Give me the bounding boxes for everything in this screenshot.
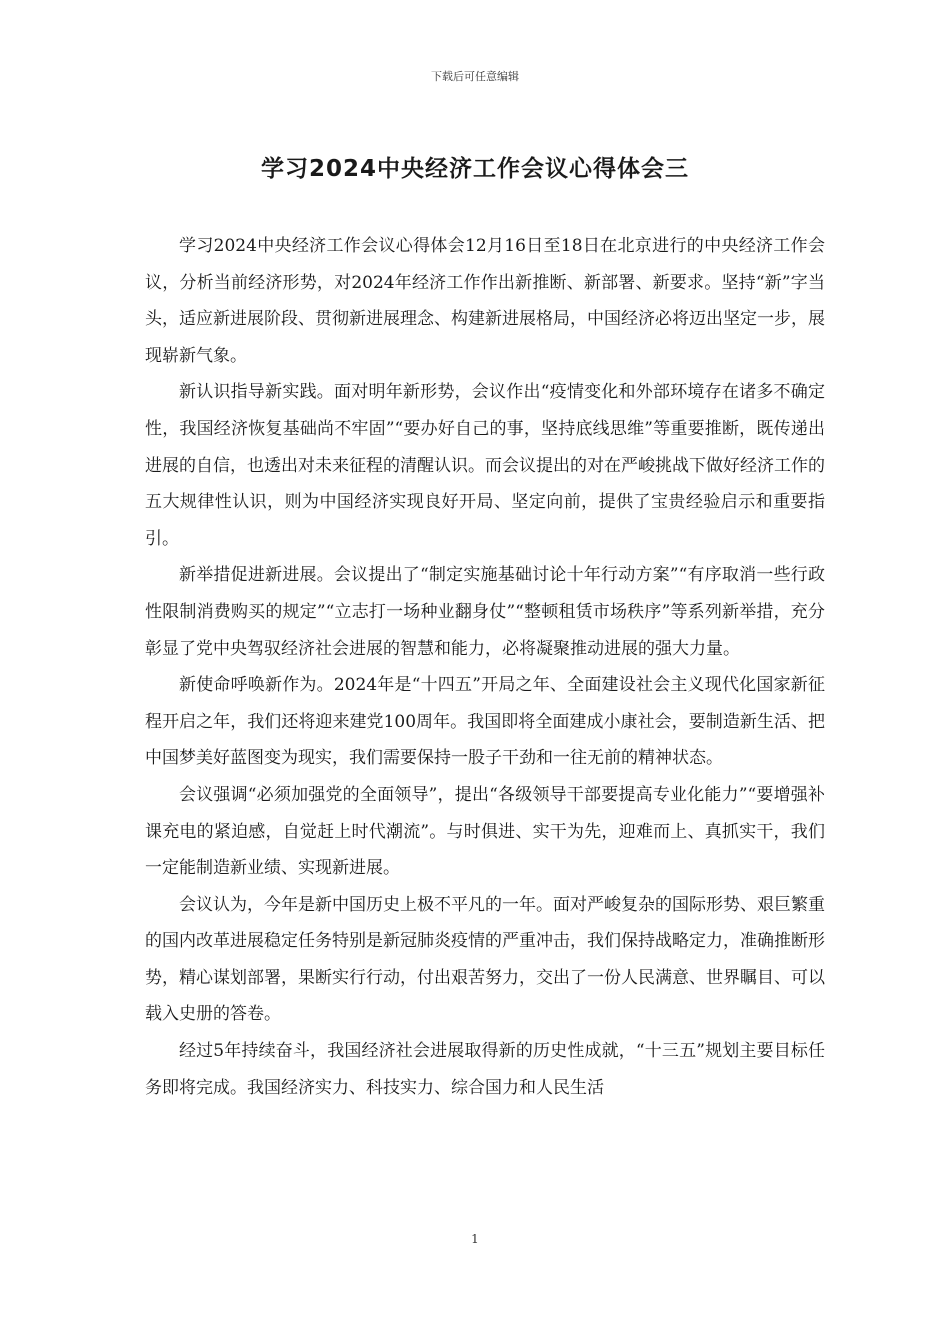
paragraph: 经过5年持续奋斗，我国经济社会进展取得新的历史性成就，“十三五”规划主要目标任务即将完成。我国经济实力、科技实力、综合国力和人民生活 [145,1041,825,1098]
document-title: 学习2024中央经济工作会议心得体会三 [260,156,689,182]
paragraph: 新举措促进新进展。会议提出了“制定实施基础讨论十年行动方案”“有序取消一些行政性限制消费购买的规定”“立志打一场种业翻身仗”“整顿租赁市场秩序”等系列新举措，充分彰显了党中央驾驭经济社会进展的智慧和能力，必将凝聚推动进展的强大力量。 [145,565,825,659]
paragraph: 学习2024中央经济工作会议心得体会12月16日至18日在北京进行的中央经济工作会议，分析当前经济形势，对2024年经济工作作出新推断、新部署、新要求。坚持“新”字当头，适应新进展阶段、贯彻新进展理念、构建新进展格局，中国经济必将迈出坚定一步，展现崭新气象。 [145,236,825,366]
paragraph: 会议认为，今年是新中国历史上极不平凡的一年。面对严峻复杂的国际形势、艰巨繁重的国内改革进展稳定任务特别是新冠肺炎疫情的严重冲击，我们保持战略定力，准确推断形势，精心谋划部署，果断实行行动，付出艰苦努力，交出了一份人民满意、世界瞩目、可以载入史册的答卷。 [145,894,825,1025]
paragraph: 会议强调“必须加强党的全面领导”，提出“各级领导干部要提高专业化能力”“要增强补课充电的紧迫感，自觉赶上时代潮流”。与时俱进、实干为先，迎难而上、真抓实干，我们一定能制造新业绩、实现新进展。 [145,784,825,879]
document-body [145,228,825,1106]
paragraph: 新使命呼唤新作为。2024年是“十四五”开局之年、全面建设社会主义现代化国家新征程开启之年，我们还将迎来建党100周年。我国即将全面建成小康社会，要制造新生活、把中国梦美好蓝图变为现实，我们需要保持一股子干劲和一往无前的精神状态。 [145,675,825,769]
page-number: 1 [471,1232,479,1246]
header-note: 下载后可任意编辑 [431,70,519,83]
paragraph: 新认识指导新实践。面对明年新形势，会议作出“疫情变化和外部环境存在诸多不确定性，我国经济恢复基础尚不牢固”“要办好自己的事，坚持底线思维”等重要推断，既传递出进展的自信，也透出对未来征程的清醒认识。而会议提出的对在严峻挑战下做好经济工作的五大规律性认识，则为中国经济实现良好开局、坚定向前，提供了宝贵经验启示和重要指引。 [145,382,825,549]
